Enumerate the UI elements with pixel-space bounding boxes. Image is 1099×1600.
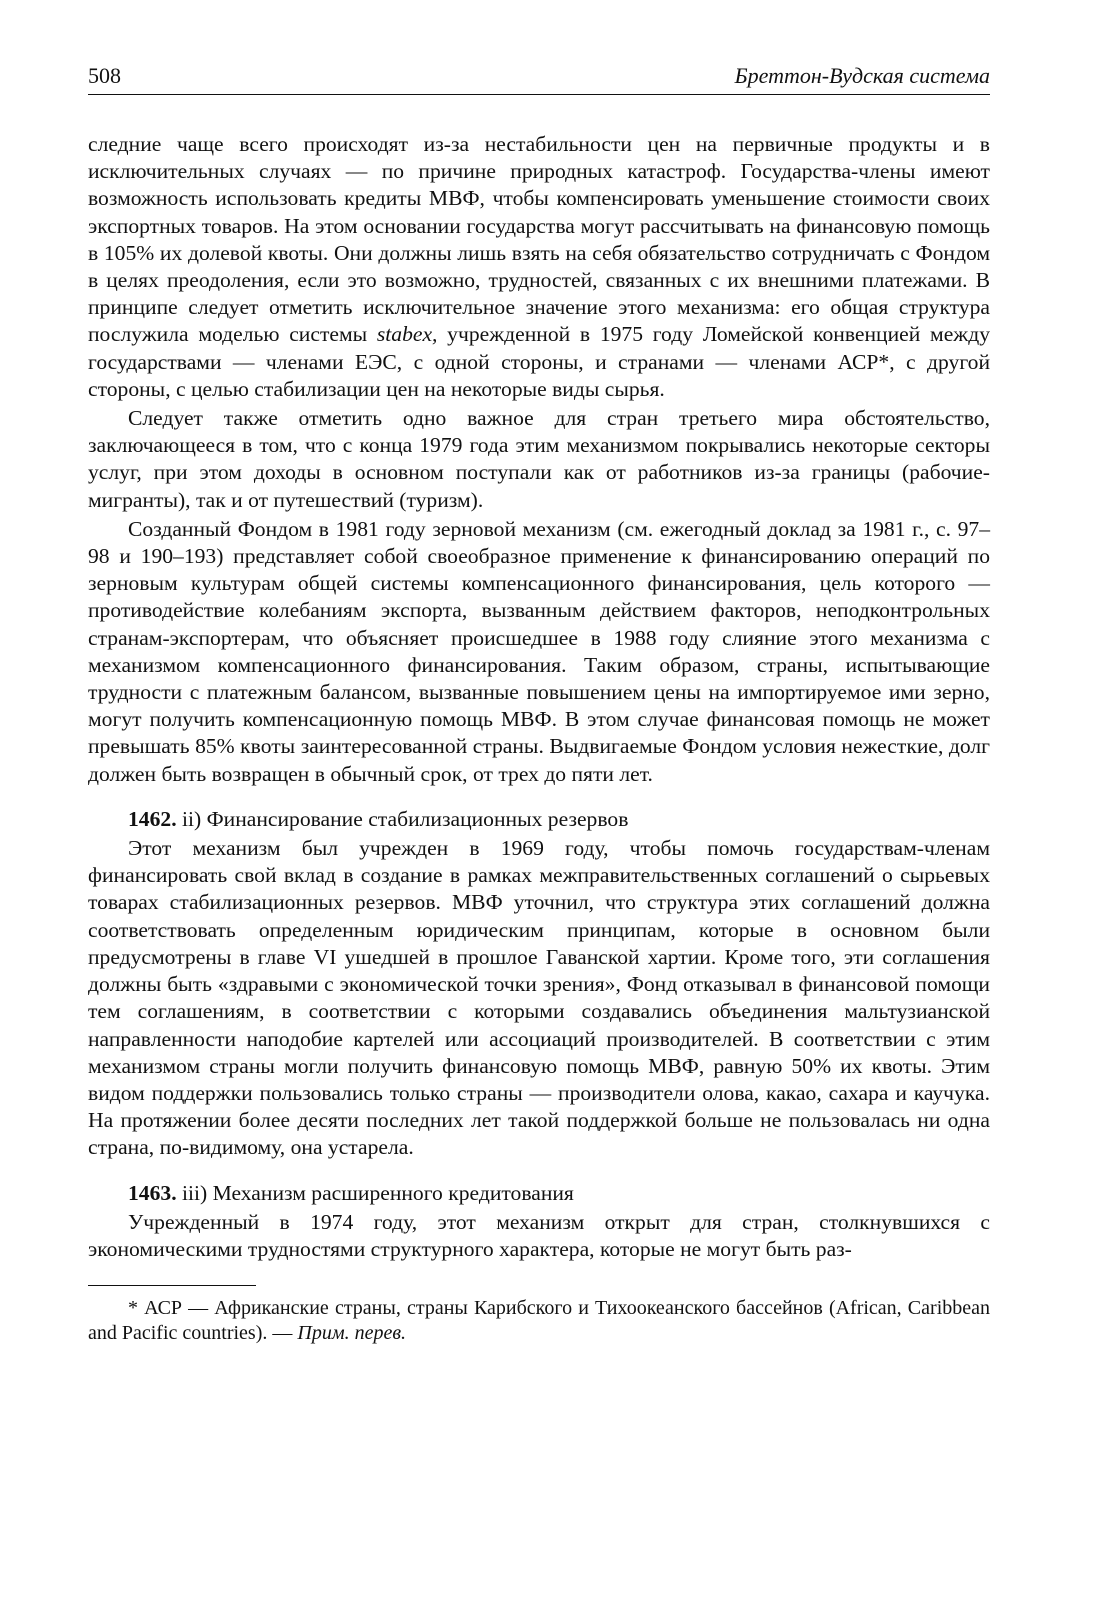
paragraph-italic-term: stabex, [376,322,438,347]
page-number: 508 [88,63,121,88]
footnote-note: Прим. перев. [297,1322,407,1345]
paragraph: Следует также отметить одно важное для стран третьего мира обстоятельство, заключающееся в том, что с конца 1979 года этим механизмом покрывались некоторые секторы услуг, при этом доходы в основном поступали как от работников из-за границы (рабочие-мигранты), так и от путешествий (туризм). [88,406,990,512]
section-title: iii) Механизм расширенного кредитования [176,1180,574,1205]
paragraph: Созданный Фондом в 1981 году зерновой механизм (см. ежегодный доклад за 1981 г., с. 97–98 и 190–193) представляет собой своеобразное применение к финансированию операций по зерновым культурам общей системы компенсационного финансирования, цель которого — противодействие колебаниям экспорта, вызванным действием факторов, неподконтрольных странам-экспортерам, что объясняет происшедшее в 1988 году слияние этого механизма с механизмом компенсационного финансирования. Таким образом, страны, испытывающие трудности с платежным балансом, вызванные повышением цены на импортируемое ими зерно, могут получить компенсационную помощь МВФ. В этом случае финансовая помощь не может превышать 85% квоты заинтересованной страны. Выдвигаемые Фондом условия нежесткие, долг должен быть возвращен в обычный срок, от трех до пяти лет. [88,516,990,786]
section-heading-1462 [88,806,990,833]
paragraph-continued [88,131,990,403]
paragraph: Учрежденный в 1974 году, этот механизм открыт для стран, столкнувшихся с экономическими трудностями структурного характера, которые не могут быть раз- [88,1209,990,1261]
section-heading-1463 [88,1180,990,1207]
section-number: 1462. [128,806,177,831]
paragraph-text: следние чаще всего происходят из-за нестабильности цен на первичные продукты и в исключительных случаях — по причине природных катастроф. Государства-члены имеют возможность использовать кредиты МВФ, чтобы компенсировать уменьшение стоимости своих экспортных товаров. На этом основании государства могут рассчитывать на финансовую помощь в 105% их долевой квоты. Они должны лишь взять на себя обязательство сотрудничать с Фондом в целях преодоления, если это возможно, трудностей, связанных с их внешними платежами. В принципе следует отметить исключительное значение этого механизма: его общая структура послужила моделью системы [88,132,990,347]
footnote-divider [88,1285,256,1286]
footnote-text: * АСР — Африканские страны, страны Карибского и Тихоокеанского бассейнов (African, Caribbean and Pacific countries). — [88,1297,990,1345]
paragraph-text: учрежденной в 1975 году Ломейской конвенцией между государствами — членами ЕЭС, с одной стороны, и странами — членами АСР*, с другой стороны, с целью стабилизации цен на некоторые виды сырья. [88,322,990,401]
body-text [88,131,990,1263]
running-title: Бреттон-Вудская система [734,63,990,88]
paragraph: Этот механизм был учрежден в 1969 году, чтобы помочь государствам-членам финансировать свой вклад в создание в рамках межправительственных соглашений о сырьевых товарах стабилизационных резервов. МВФ уточнил, что структура этих соглашений должна соответствовать определенным юридическим принципам, которые в основном были предусмотрены в главе VI ушедшей в прошлое Гаванской хартии. Кроме того, эти соглашения должны быть «здравыми с экономической точки зрения», Фонд отказывал в финансовой помощи тем соглашениям, в соответствии с которыми создавались объединения мальтузианской направленности наподобие картелей или ассоциаций производителей. В соответствии с этим механизмом страны могли получить финансовую помощь МВФ, равную 50% их квоты. Этим видом поддержки пользовались только страны — производители олова, какао, сахара и каучука. На протяжении более десяти последних лет такой поддержкой больше не пользовалась ни одна страна, по-видимому, она устарела. [88,836,990,1160]
section-number: 1463. [128,1180,177,1205]
footnote [88,1296,990,1346]
section-title: ii) Финансирование стабилизационных резервов [176,806,629,831]
running-head [88,62,990,95]
document-page [88,62,990,1346]
